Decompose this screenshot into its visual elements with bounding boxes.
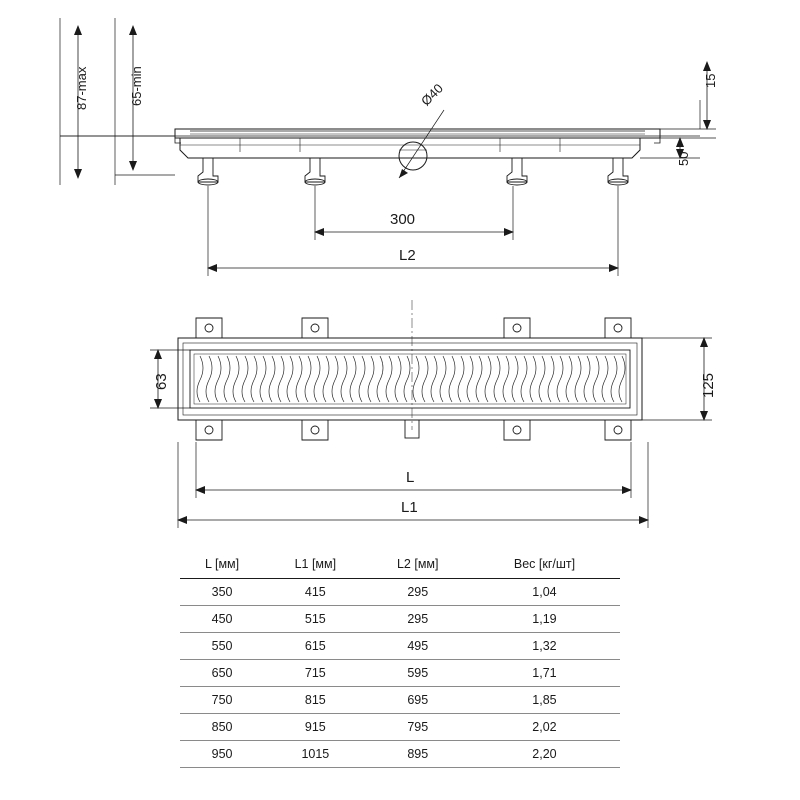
cell-l1: 815 — [264, 687, 366, 714]
table-row — [180, 660, 620, 687]
table-header-row — [180, 552, 620, 579]
dim-body-width: 125 — [700, 372, 717, 398]
dim-grate-width: 63 — [153, 373, 170, 390]
dim-height-min: 65-min — [129, 66, 144, 106]
cell-l2: 895 — [367, 741, 469, 768]
cell-l2: 795 — [367, 714, 469, 741]
column-header-l2: L2 [мм] — [367, 552, 469, 579]
cell-l: 950 — [180, 741, 264, 768]
dim-length-l1: L1 — [401, 499, 418, 516]
cell-l2: 295 — [367, 606, 469, 633]
dim-outlet-offset: 300 — [390, 211, 416, 228]
cell-l: 350 — [180, 579, 264, 606]
cell-weight: 1,32 — [469, 633, 620, 660]
cell-l1: 615 — [264, 633, 366, 660]
dim-outlet-diameter: Ø40 — [418, 80, 446, 109]
cell-weight: 1,04 — [469, 579, 620, 606]
cell-weight: 1,85 — [469, 687, 620, 714]
cell-l1: 915 — [264, 714, 366, 741]
spec-table — [180, 552, 620, 768]
cell-l2: 695 — [367, 687, 469, 714]
cell-l2: 595 — [367, 660, 469, 687]
cell-weight: 1,71 — [469, 660, 620, 687]
table-row — [180, 687, 620, 714]
cell-l2: 295 — [367, 579, 469, 606]
table-row — [180, 606, 620, 633]
cell-weight: 2,20 — [469, 741, 620, 768]
cell-l1: 515 — [264, 606, 366, 633]
cell-weight: 2,02 — [469, 714, 620, 741]
cell-l: 650 — [180, 660, 264, 687]
cell-l: 550 — [180, 633, 264, 660]
cell-l1: 715 — [264, 660, 366, 687]
table-row — [180, 633, 620, 660]
cell-weight: 1,19 — [469, 606, 620, 633]
table-row — [180, 714, 620, 741]
dim-flange-height: 15 — [703, 73, 718, 88]
table-row — [180, 741, 620, 768]
cell-l1: 415 — [264, 579, 366, 606]
dim-body-height: 50 — [676, 151, 691, 166]
column-header-l: L [мм] — [180, 552, 264, 579]
cell-l1: 1015 — [264, 741, 366, 768]
dim-length-l: L — [406, 469, 415, 486]
cell-l: 750 — [180, 687, 264, 714]
dim-height-max: 87-max — [74, 66, 89, 110]
table-row — [180, 579, 620, 606]
cell-l2: 495 — [367, 633, 469, 660]
cell-l: 450 — [180, 606, 264, 633]
column-header-l1: L1 [мм] — [264, 552, 366, 579]
column-header-weight: Вес [кг/шт] — [469, 552, 620, 579]
cell-l: 850 — [180, 714, 264, 741]
dim-length-l2: L2 — [399, 247, 416, 264]
